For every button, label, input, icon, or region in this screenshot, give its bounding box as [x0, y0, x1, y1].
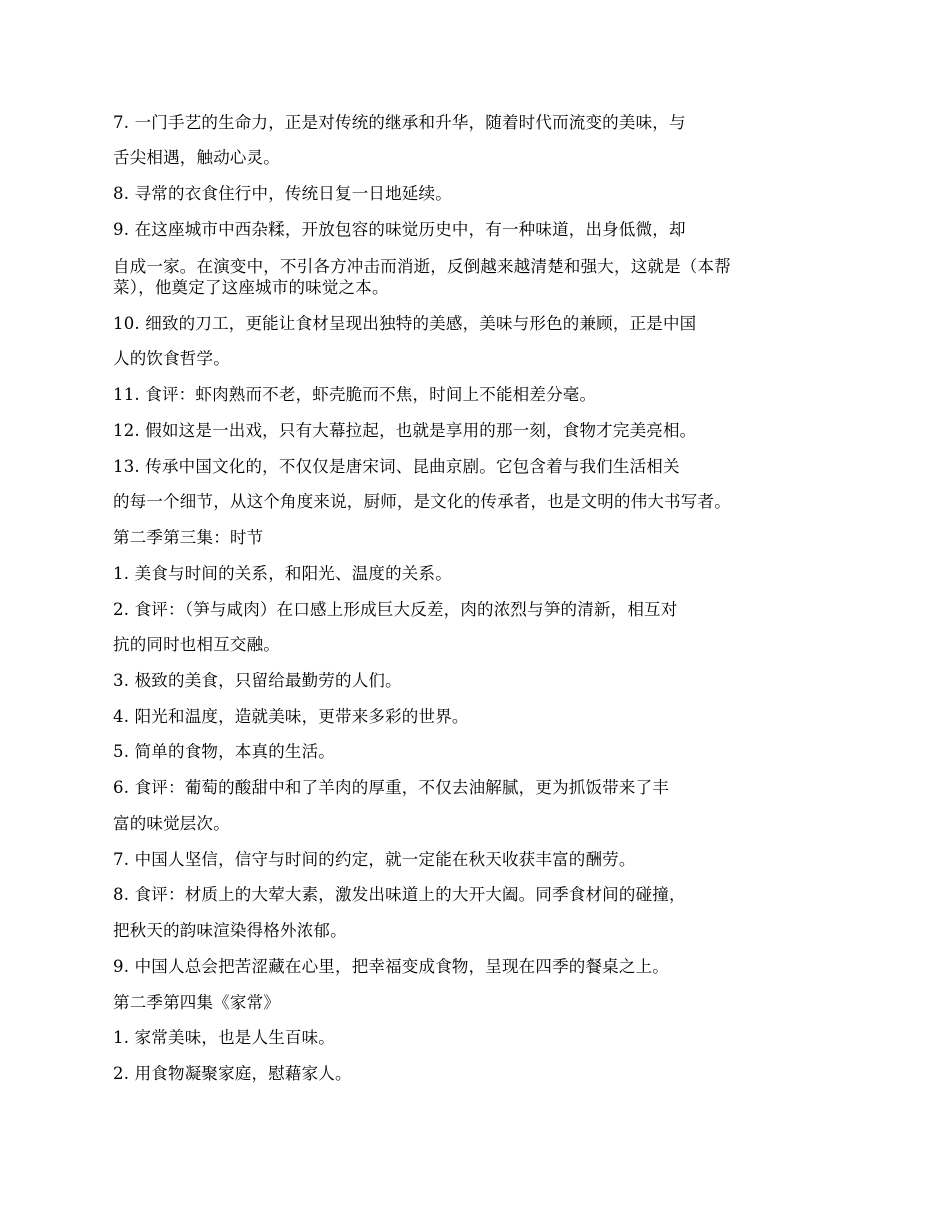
text-line: 11. 食评：虾肉熟而不老，虾壳脆而不焦，时间上不能相差分毫。: [113, 385, 597, 404]
text-line: 富的味觉层次。: [113, 814, 230, 833]
text-line: 8. 寻常的衣食住行中，传统日复一日地延续。: [113, 184, 452, 203]
text-line: 4. 阳光和温度，造就美味，更带来多彩的世界。: [113, 707, 469, 726]
text-line: 人的饮食哲学。: [113, 349, 230, 368]
text-line: 3. 极致的美食，只留给最勤劳的人们。: [113, 671, 402, 690]
section-heading: 第二季第四集《家常》: [113, 993, 280, 1012]
text-line: 9. 中国人总会把苦涩藏在心里，把幸福变成食物，呈现在四季的餐桌之上。: [113, 957, 669, 976]
text-line: 舌尖相遇，触动心灵。: [113, 148, 280, 167]
text-line: 8. 食评：材质上的大荤大素，激发出味道上的大开大阖。同季食材间的碰撞，: [113, 885, 686, 904]
text-line: 自成一家。在演变中，不引各方冲击而消逝，反倒越来越清楚和强大，这就是（本帮: [113, 257, 731, 276]
text-line: 1. 美食与时间的关系，和阳光、温度的关系。: [113, 564, 452, 583]
text-line: 9. 在这座城市中西杂糅，开放包容的味觉历史中，有一种味道，出身低微，却: [113, 220, 686, 239]
text-line: 13. 传承中国文化的，不仅仅是唐宋词、昆曲京剧。它包含着与我们生活相关: [113, 457, 680, 476]
text-line: 12. 假如这是一出戏，只有大幕拉起，也就是享用的那一刻，食物才完美亮相。: [113, 421, 697, 440]
text-line: 7. 中国人坚信，信守与时间的约定，就一定能在秋天收获丰富的酬劳。: [113, 850, 636, 869]
text-line: 10. 细致的刀工，更能让食材呈现出独特的美感，美味与形色的兼顾，正是中国: [113, 314, 697, 333]
text-line: 的每一个细节，从这个角度来说，厨师，是文化的传承者，也是文明的伟大书写者。: [113, 492, 731, 511]
text-line: 2. 用食物凝聚家庭，慰藉家人。: [113, 1064, 352, 1083]
text-line: 2. 食评：（笋与咸肉）在口感上形成巨大反差，肉的浓烈与笋的清新，相互对: [113, 600, 678, 619]
text-line: 把秋天的韵味渲染得格外浓郁。: [113, 921, 347, 940]
text-line: 1. 家常美味，也是人生百味。: [113, 1028, 335, 1047]
text-line: 抗的同时也相互交融。: [113, 635, 280, 654]
section-heading: 第二季第三集：时节: [113, 528, 264, 547]
text-line: 5. 简单的食物，本真的生活。: [113, 742, 335, 761]
text-line: 7. 一门手艺的生命力，正是对传统的继承和升华，随着时代而流变的美味，与: [113, 113, 686, 132]
text-line: 菜），他奠定了这座城市的味觉之本。: [113, 278, 389, 297]
text-line: 6. 食评：葡萄的酸甜中和了羊肉的厚重，不仅去油解腻，更为抓饭带来了丰: [113, 778, 669, 797]
